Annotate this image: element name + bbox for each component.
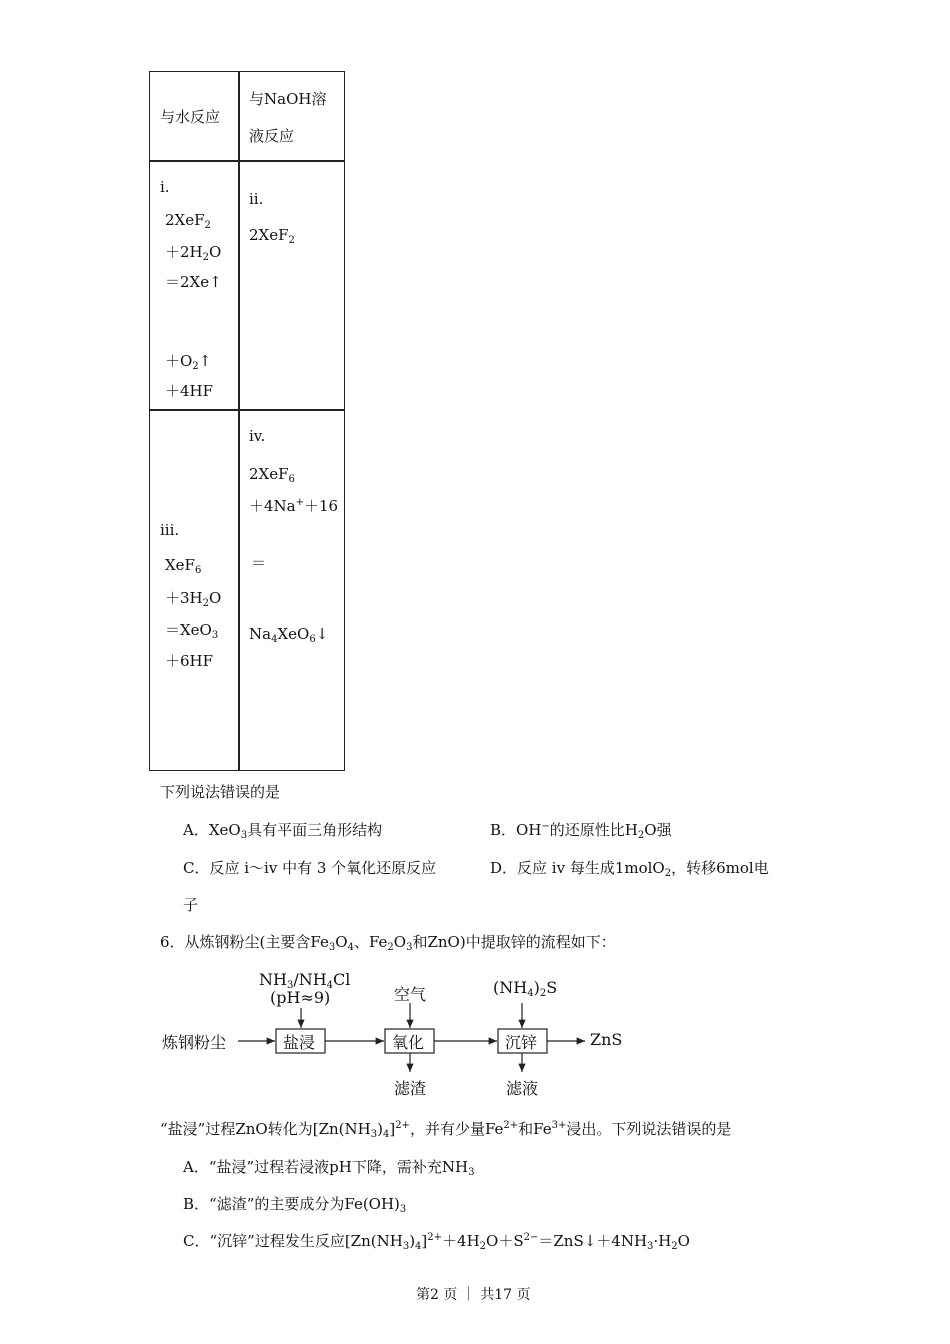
reaction-i-line: ＝2Xe↑ [165,273,222,291]
q5-option-c: C．反应 i～iv 中有 3 个氧化还原反应 [183,859,437,877]
process-flow-diagram [160,968,640,1100]
reaction-iv-line: ＝ [251,554,267,572]
table-row-divider [150,409,344,411]
reaction-ii-line: 2XeF$_2$ [249,226,295,246]
reaction-i-label: i. [160,178,170,196]
page-footer: 第2 页 ｜ 共17 页 [416,1287,531,1303]
q5-option-d: D．反应 iv 每生成1molO$_2$，转移6mol电 [490,859,769,879]
table-column-divider [238,72,240,770]
header-naoh-line2: 液反应 [249,127,295,145]
reaction-iv-line: ＋4Na+＋16 [249,497,339,515]
reaction-i-line: ＋4HF [165,382,214,400]
reaction-ii-label: ii. [249,190,264,208]
question-6-description: “盐浸”过程ZnO转化为$[Zn(NH_3)_4]^{2+}$，并有少量$Fe^{2+}$和$Fe^{3+}$浸出。下列说法错误的是 [160,1120,732,1140]
flow-box-zinc-precip: 沉锌 [505,1033,538,1052]
header-naoh-line1: 与NaOH溶 [249,90,327,108]
flow-reagent-1: $NH_3/NH_4Cl$ [259,970,351,991]
q5-option-b: B．OH−的还原性比$H_2O$强 [490,821,672,841]
flow-box-salt-leach: 盐浸 [283,1033,316,1052]
question-6-stem: 6．从炼钢粉尘(主要含$Fe_3O_4$、$Fe_2O_3$和ZnO)中提取锌的流程如下： [160,933,616,953]
reaction-iv-line: 2XeF$_6$ [249,465,295,485]
table-row-divider [150,160,344,162]
flow-reagent-2: 空气 [394,985,427,1004]
reaction-i-line: $+2H_2O$ [165,243,222,263]
q6-option-c: C．“沉锌”过程发生反应$[Zn(NH_3)_4]^{2+}+4H_2O+S^{2-}=ZnS↓+4NH_3\cdot H_2O$ [183,1232,690,1252]
header-water: 与水反应 [160,108,221,126]
reaction-iv-label: iv. [249,427,266,445]
reaction-iii-line: XeF$_6$ [165,556,202,576]
flow-waste-3: 滤液 [506,1079,539,1098]
flow-box-oxidation: 氧化 [392,1033,425,1052]
flow-output-label: ZnS [590,1030,623,1049]
reaction-iii-line: ＋6HF [165,652,214,670]
flow-input-label: 炼钢粉尘 [162,1033,227,1052]
reaction-table [149,71,345,771]
q6-option-b: B．“滤渣”的主要成分为$Fe(OH)_3$ [183,1195,407,1215]
reaction-iii-line: $+3H_2O$ [165,589,222,609]
q5-option-a: A．XeO$_3$具有平面三角形结构 [183,821,383,841]
reaction-i-line: 2XeF$_2$ [165,211,211,231]
flow-reagent-3: $(NH_4)_2S$ [493,978,558,999]
q5-option-d-wrap: 子 [183,896,199,914]
flow-waste-2: 滤渣 [394,1079,427,1098]
reaction-iv-line: $Na_4XeO_6↓$ [249,625,329,645]
q6-option-a: A．“盐浸”过程若浸液pH下降，需补充$NH_3$ [183,1158,475,1178]
flow-reagent-1-ph: (pH≈9) [270,988,331,1007]
reaction-iii-label: iii. [160,521,180,539]
question-5-stem: 下列说法错误的是 [160,783,281,801]
reaction-i-line: $+O_2↑$ [165,352,212,372]
reaction-iii-line: ＝XeO$_3$ [165,621,219,641]
